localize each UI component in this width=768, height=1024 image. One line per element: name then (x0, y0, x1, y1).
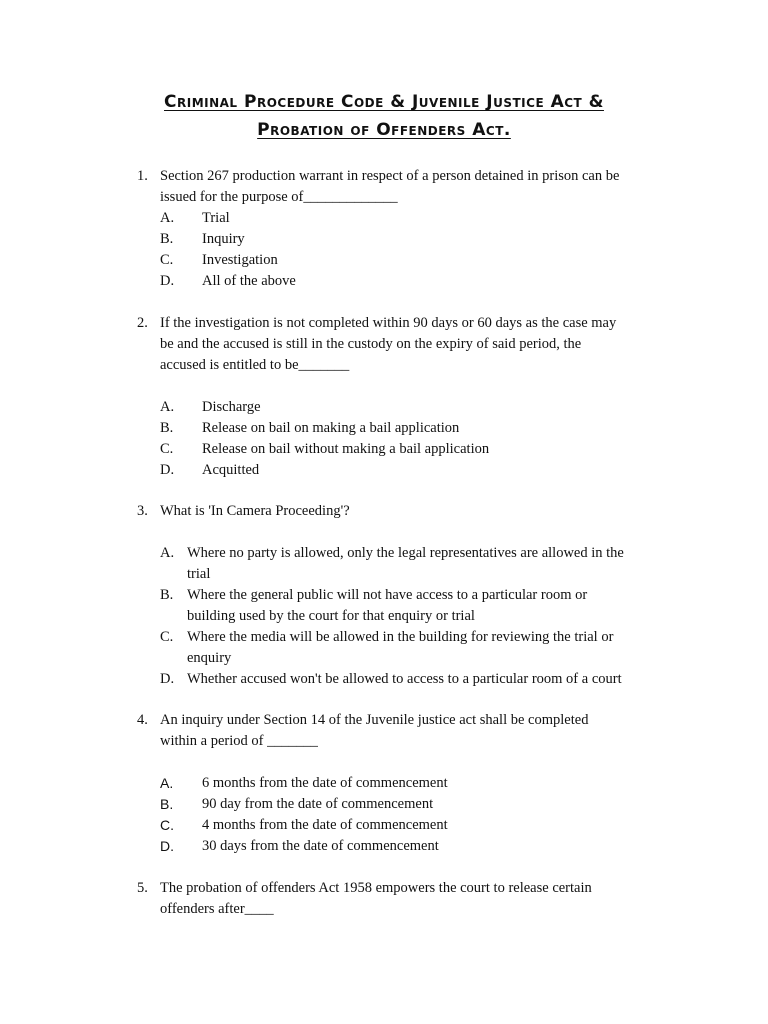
stem-line: issued for the purpose of_____________ (160, 189, 398, 205)
question-2 (137, 313, 657, 481)
stem-line: What is 'In Camera Proceeding'? (160, 503, 350, 519)
option-b (160, 794, 657, 815)
option-text: Release on bail without making a bail application (202, 441, 490, 457)
question-number: 5. (137, 880, 148, 896)
option-text: Where the general public will not have access to a particular room or building used by the court for that enquiry or trial (187, 587, 588, 624)
option-letter: B. (160, 420, 174, 436)
question-number: 4. (137, 712, 148, 728)
option-list (160, 543, 657, 690)
option-text: Where no party is allowed, only the legal representatives are allowed in the trial (187, 545, 624, 582)
option-text: Where the media will be allowed in the building for reviewing the trial or enquiry (187, 629, 614, 666)
option-c (160, 815, 657, 836)
option-list (160, 773, 657, 857)
question-number: 1. (137, 168, 148, 184)
stem-line: An inquiry under Section 14 of the Juvenile justice act shall be completed (160, 712, 589, 728)
option-text: Whether accused won't be allowed to access to a particular room of a court (187, 671, 622, 687)
option-text: Release on bail on making a bail application (202, 420, 460, 436)
stem-line: offenders after____ (160, 901, 274, 917)
question-3 (137, 501, 657, 690)
option-letter: D. (160, 671, 175, 687)
option-list (160, 208, 657, 292)
stem-line: The probation of offenders Act 1958 empowers the court to release certain (160, 880, 592, 896)
option-d (160, 460, 657, 481)
option-text: 4 months from the date of commencement (202, 817, 448, 833)
question-4 (137, 710, 657, 857)
stem-line: Section 267 production warrant in respect of a person detained in prison can be (160, 168, 620, 184)
option-text: Discharge (202, 399, 261, 415)
stem-line: accused is entitled to be_______ (160, 357, 350, 373)
option-a (160, 773, 657, 794)
question-1 (137, 166, 657, 292)
option-letter: A. (160, 210, 175, 226)
option-c (160, 439, 657, 460)
option-text: Investigation (202, 252, 278, 268)
option-letter: D. (160, 462, 175, 478)
option-a (160, 397, 657, 418)
option-letter: A. (160, 545, 175, 561)
question-number: 2. (137, 315, 148, 331)
option-text: All of the above (202, 273, 296, 289)
option-letter: C. (160, 252, 174, 268)
stem-line: within a period of _______ (160, 733, 318, 749)
option-c (160, 250, 657, 271)
option-b (160, 229, 657, 250)
option-letter: C. (160, 629, 174, 645)
option-text: Inquiry (202, 231, 245, 247)
question-number: 3. (137, 503, 148, 519)
option-letter: C. (160, 441, 174, 457)
option-letter: B. (160, 796, 174, 812)
option-letter: D. (160, 838, 174, 854)
stem-line: If the investigation is not completed within 90 days or 60 days as the case may (160, 315, 617, 331)
option-letter: D. (160, 273, 175, 289)
option-text: Trial (202, 210, 230, 226)
option-text: 30 days from the date of commencement (202, 838, 439, 854)
option-text: Acquitted (202, 462, 260, 478)
option-b (160, 418, 657, 439)
document-title-line-1: Criminal Procedure Code & Juvenile Justice Act & (164, 92, 604, 112)
question-stem (160, 878, 657, 920)
stem-line: be and the accused is still in the custody on the expiry of said period, the (160, 336, 582, 352)
option-text: 6 months from the date of commencement (202, 775, 448, 791)
option-d (160, 669, 657, 690)
question-stem (160, 710, 657, 752)
option-letter: B. (160, 587, 174, 603)
option-letter: A. (160, 399, 175, 415)
option-a (160, 208, 657, 229)
option-letter: C. (160, 817, 174, 833)
option-letter: B. (160, 231, 174, 247)
option-b (160, 585, 657, 627)
option-list (160, 397, 657, 481)
question-5 (137, 878, 657, 920)
question-stem (160, 313, 657, 376)
option-c (160, 627, 657, 669)
option-letter: A. (160, 775, 174, 791)
option-d (160, 271, 657, 292)
question-stem (160, 166, 657, 208)
document-title-line-2: Probation of Offenders Act. (257, 120, 511, 140)
option-d (160, 836, 657, 857)
question-stem (160, 501, 657, 522)
option-a (160, 543, 657, 585)
option-text: 90 day from the date of commencement (202, 796, 434, 812)
